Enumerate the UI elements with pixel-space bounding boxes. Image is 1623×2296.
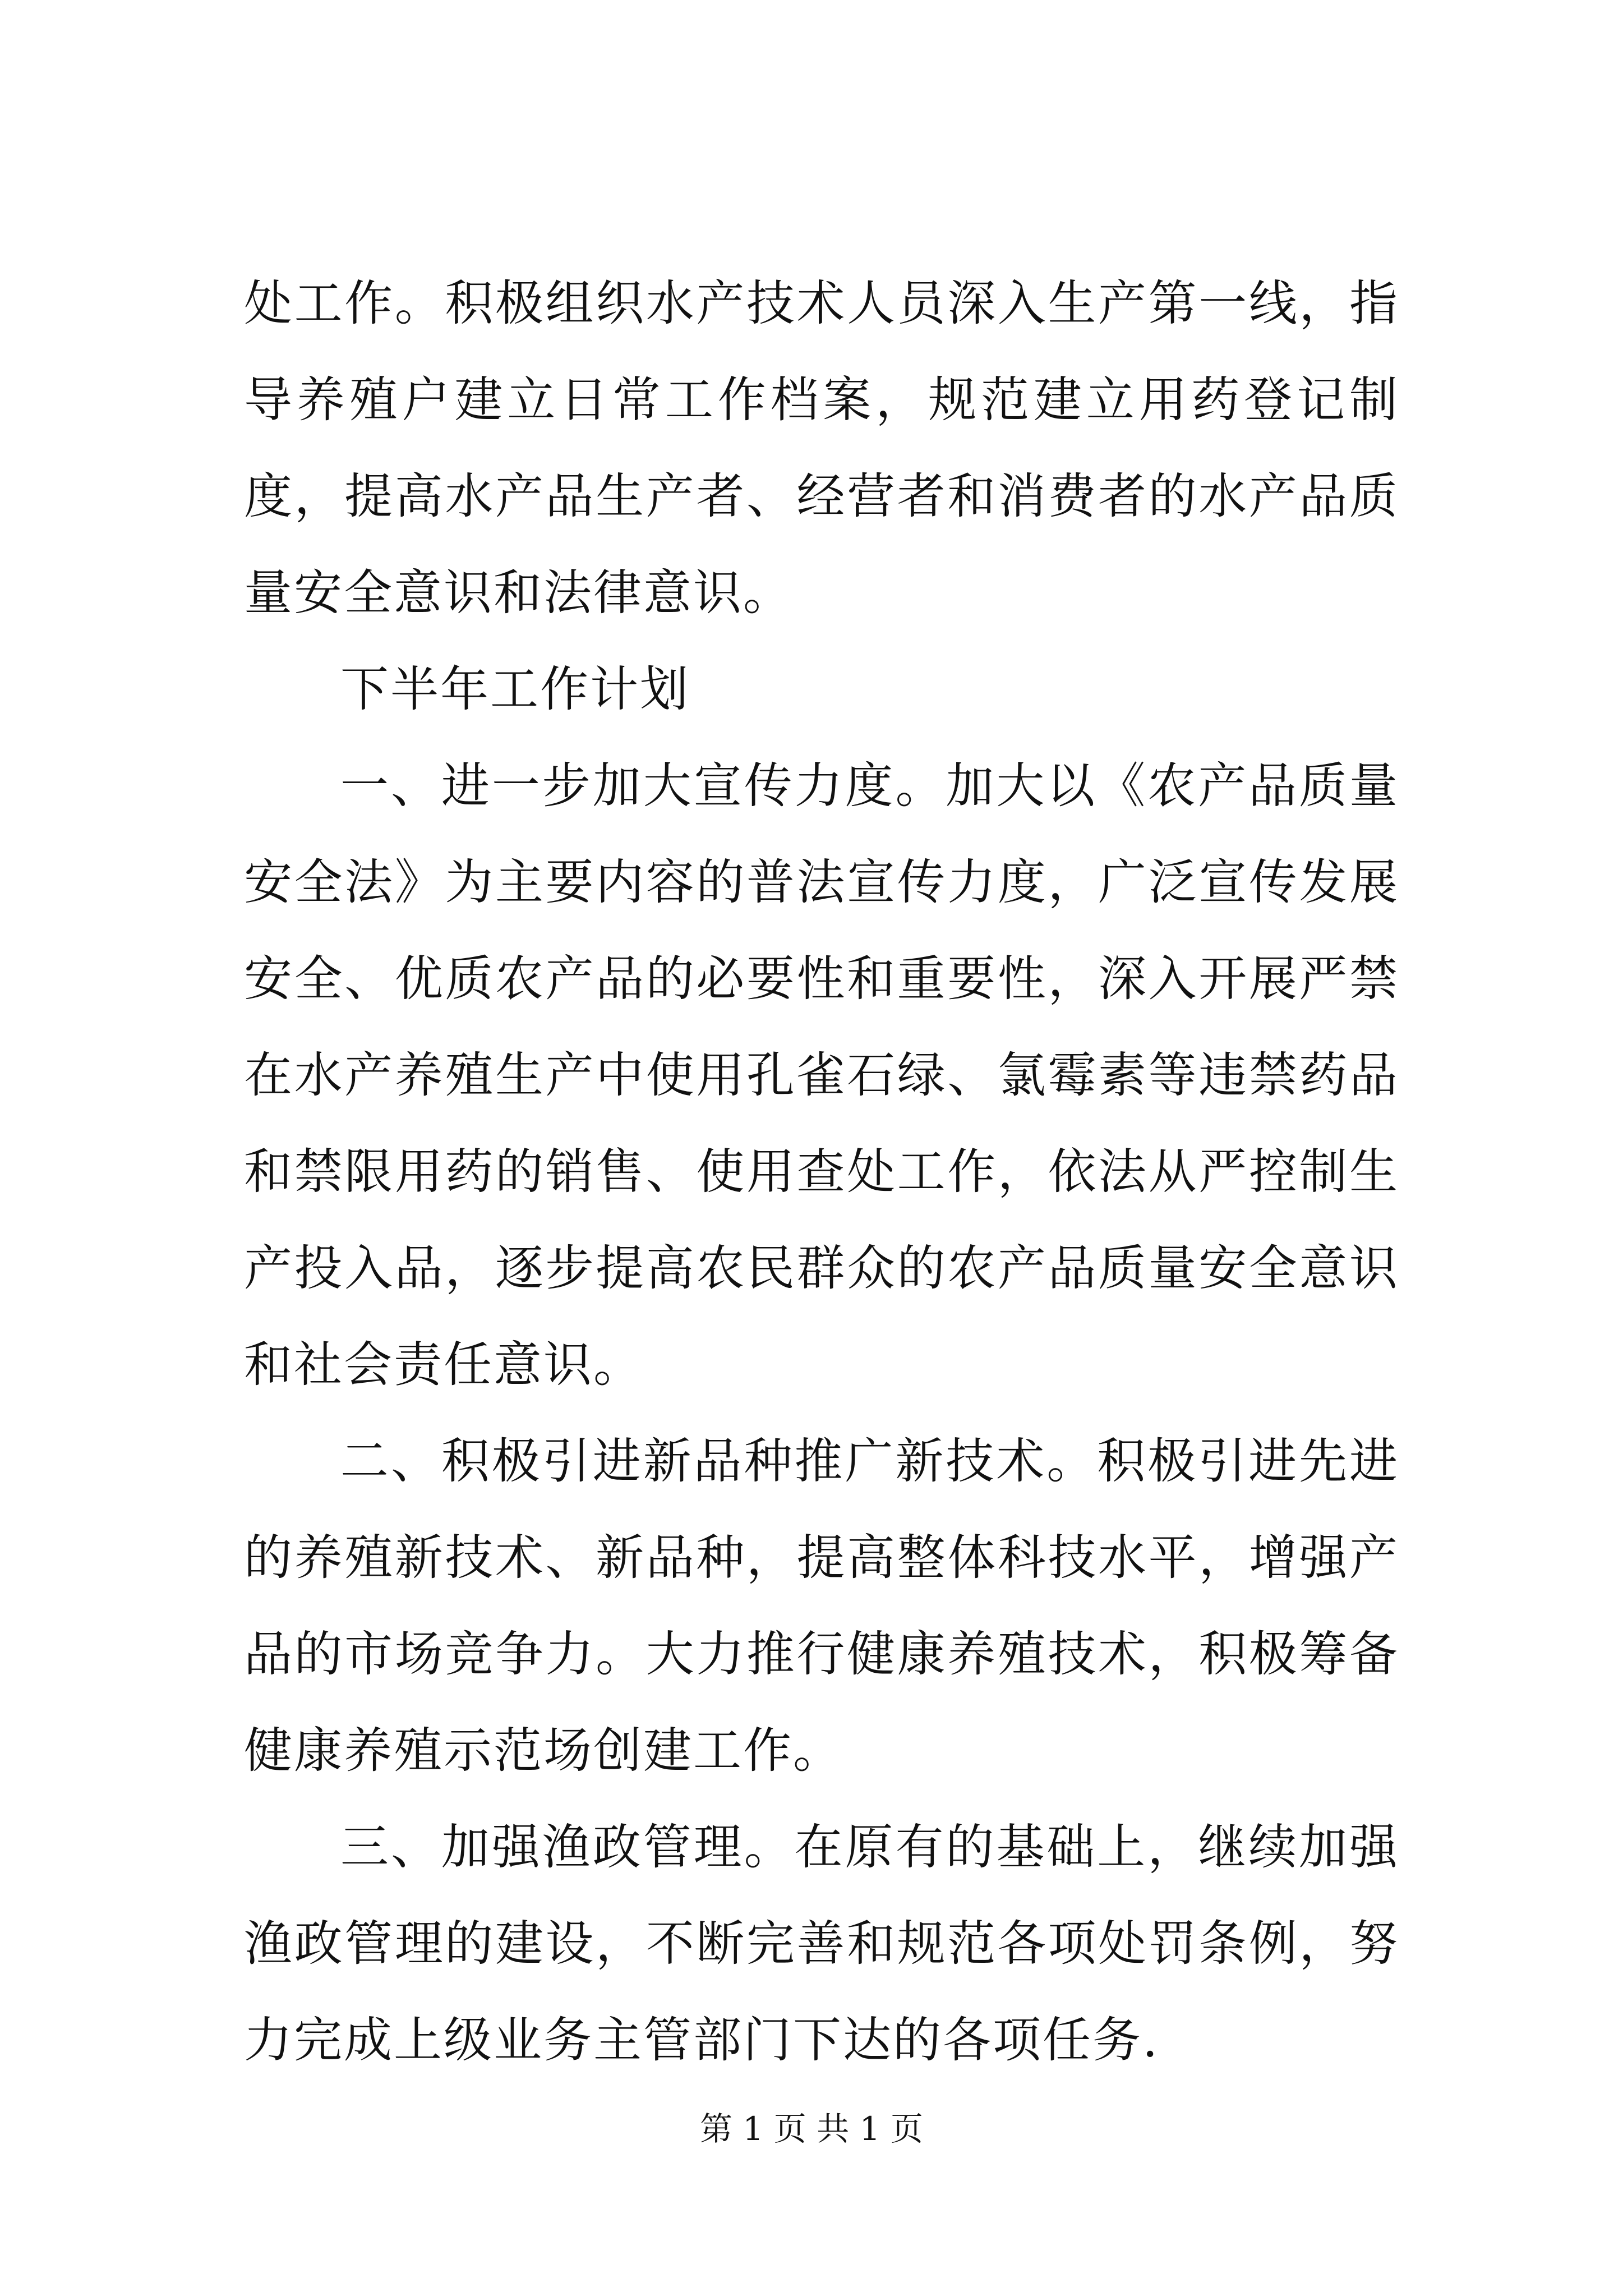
- document-body: [244, 255, 1399, 2088]
- page-number-label: 第 1 页 共 1 页: [700, 2110, 923, 2148]
- section-heading: 下半年工作计划: [340, 661, 690, 717]
- paragraph-continuation: 处工作。积极组织水产技术人员深入生产第一线，指导养殖户建立日常工作档案，规范建立用药登记制度，提高水产品生产者、经营者和消费者的水产品质量安全意识和法律意识。: [244, 275, 1399, 621]
- paragraph-item-3: 三、加强渔政管理。在原有的基础上，继续加强渔政管理的建设，不断完善和规范各项处罚条例，努力完成上级业务主管部门下达的各项任务.: [244, 1819, 1399, 2068]
- paragraph-item-2: 二、积极引进新品种推广新技术。积极引进先进的养殖新技术、新品种，提高整体科技水平，增强产品的市场竞争力。大力推行健康养殖技术，积极筹备健康养殖示范场创建工作。: [244, 1433, 1399, 1779]
- page-footer: [0, 2106, 1623, 2151]
- paragraph-item-1: 一、进一步加大宣传力度。加大以《农产品质量安全法》为主要内容的普法宣传力度，广泛宣传发展安全、优质农产品的必要性和重要性，深入开展严禁在水产养殖生产中使用孔雀石绿、氯霉素等违禁药品和禁限用药的销售、使用查处工作，依法从严控制生产投入品，逐步提高农民群众的农产品质量安全意识和社会责任意识。: [244, 758, 1399, 1393]
